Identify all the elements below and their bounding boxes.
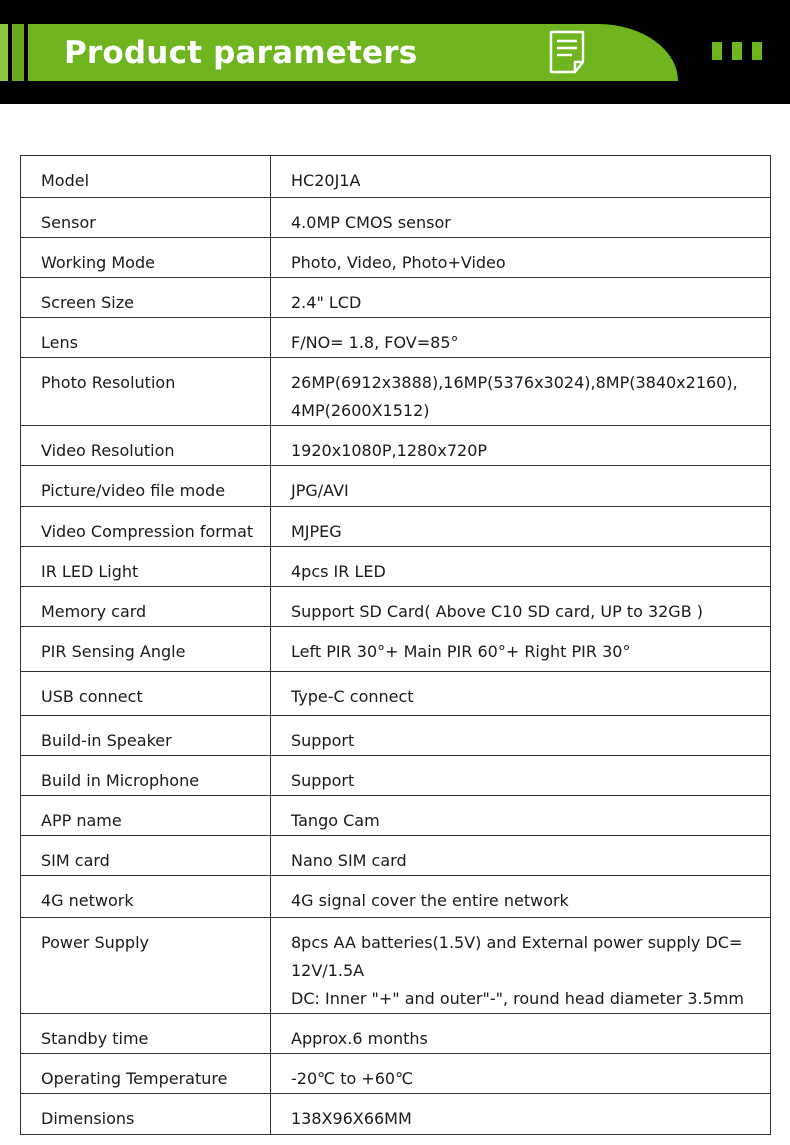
banner-accent-stripe: [12, 24, 24, 81]
spec-label: Memory card: [21, 587, 271, 627]
spec-value-line: Support: [291, 771, 355, 790]
table-row: [21, 1054, 771, 1094]
spec-value: [271, 627, 771, 672]
table-row: [21, 318, 771, 358]
spec-label: 4G network: [21, 876, 271, 918]
spec-value: [271, 1054, 771, 1094]
spec-value: [271, 756, 771, 796]
spec-value-line: MJPEG: [291, 522, 342, 541]
spec-label: APP name: [21, 796, 271, 836]
spec-label: IR LED Light: [21, 547, 271, 587]
spec-value-line: 4pcs IR LED: [291, 562, 386, 581]
table-row: [21, 1094, 771, 1135]
spec-value-line: Approx.6 months: [291, 1029, 428, 1048]
spec-label: Build-in Speaker: [21, 716, 271, 756]
spec-value-line: 2.4" LCD: [291, 293, 362, 312]
spec-label: Screen Size: [21, 278, 271, 318]
table-row: [21, 876, 771, 918]
spec-value: [271, 238, 771, 278]
spec-value: [271, 672, 771, 716]
table-row: [21, 836, 771, 876]
spec-value-line: Type-C connect: [291, 687, 414, 706]
spec-label: Dimensions: [21, 1094, 271, 1135]
spec-value: [271, 1014, 771, 1054]
spec-value: [271, 156, 771, 198]
spec-value: [271, 278, 771, 318]
spec-label: SIM card: [21, 836, 271, 876]
table-row: [21, 466, 771, 507]
page-title: Product parameters: [64, 35, 418, 71]
spec-label: Picture/video file mode: [21, 466, 271, 507]
spec-value-line: 4.0MP CMOS sensor: [291, 213, 451, 232]
spec-label: PIR Sensing Angle: [21, 627, 271, 672]
spec-value-line: Support SD Card( Above C10 SD card, UP to 32GB ): [291, 602, 704, 621]
spec-label: Build in Microphone: [21, 756, 271, 796]
spec-value-line: 26MP(6912x3888),16MP(5376x3024),8MP(3840x2160),: [291, 373, 738, 392]
header-banner: [0, 0, 790, 104]
spec-value: [271, 918, 771, 1014]
spec-label: Operating Temperature: [21, 1054, 271, 1094]
table-row: [21, 587, 771, 627]
spec-value: [271, 836, 771, 876]
table-row: [21, 156, 771, 198]
spec-value-line: 138X96X66MM: [291, 1109, 412, 1128]
table-row: [21, 547, 771, 587]
table-row: [21, 426, 771, 466]
spec-label: Video Resolution: [21, 426, 271, 466]
banner-accent-stripe: [0, 24, 8, 81]
spec-label: Photo Resolution: [21, 358, 271, 426]
spec-label: USB connect: [21, 672, 271, 716]
decorative-bars-icon: [712, 42, 762, 60]
table-row: [21, 716, 771, 756]
table-row: [21, 672, 771, 716]
spec-value-line: Nano SIM card: [291, 851, 407, 870]
spec-value-line: -20℃ to +60℃: [291, 1069, 414, 1088]
table-row: [21, 358, 771, 426]
spec-value: [271, 198, 771, 238]
spec-value-line: Support: [291, 731, 355, 750]
spec-value: [271, 318, 771, 358]
table-row: [21, 627, 771, 672]
spec-value: [271, 547, 771, 587]
table-row: [21, 918, 771, 1014]
spec-label: Lens: [21, 318, 271, 358]
spec-value: [271, 587, 771, 627]
spec-value: [271, 796, 771, 836]
spec-value: [271, 358, 771, 426]
table-row: [21, 756, 771, 796]
spec-table: [20, 155, 771, 1135]
spec-value: [271, 426, 771, 466]
table-row: [21, 507, 771, 547]
spec-label: Video Compression format: [21, 507, 271, 547]
table-row: [21, 238, 771, 278]
spec-value-line: 4MP(2600X1512): [291, 401, 430, 420]
spec-label: Standby time: [21, 1014, 271, 1054]
spec-value: [271, 876, 771, 918]
spec-value: [271, 507, 771, 547]
spec-value-line: Left PIR 30°+ Main PIR 60°+ Right PIR 30°: [291, 642, 631, 661]
spec-value-line: DC: Inner "+" and outer"-", round head diameter 3.5mm: [291, 989, 744, 1008]
spec-label: Model: [21, 156, 271, 198]
spec-value: [271, 716, 771, 756]
spec-value-line: 4G signal cover the entire network: [291, 891, 569, 910]
spec-label: Working Mode: [21, 238, 271, 278]
spec-value-line: 8pcs AA batteries(1.5V) and External power supply DC= 12V/1.5A: [291, 933, 743, 980]
spec-value: [271, 466, 771, 507]
spec-value-line: F/NO= 1.8, FOV=85°: [291, 333, 459, 352]
spec-label: Sensor: [21, 198, 271, 238]
table-row: [21, 796, 771, 836]
spec-value-line: HC20J1A: [291, 171, 361, 190]
spec-value-line: Photo, Video, Photo+Video: [291, 253, 506, 272]
spec-value: [271, 1094, 771, 1135]
spec-value-line: 1920x1080P,1280x720P: [291, 441, 488, 460]
spec-label: Power Supply: [21, 918, 271, 1014]
spec-value-line: JPG/AVI: [291, 481, 349, 500]
document-icon: [548, 30, 588, 74]
table-row: [21, 198, 771, 238]
spec-value-line: Tango Cam: [291, 811, 380, 830]
table-row: [21, 1014, 771, 1054]
table-row: [21, 278, 771, 318]
